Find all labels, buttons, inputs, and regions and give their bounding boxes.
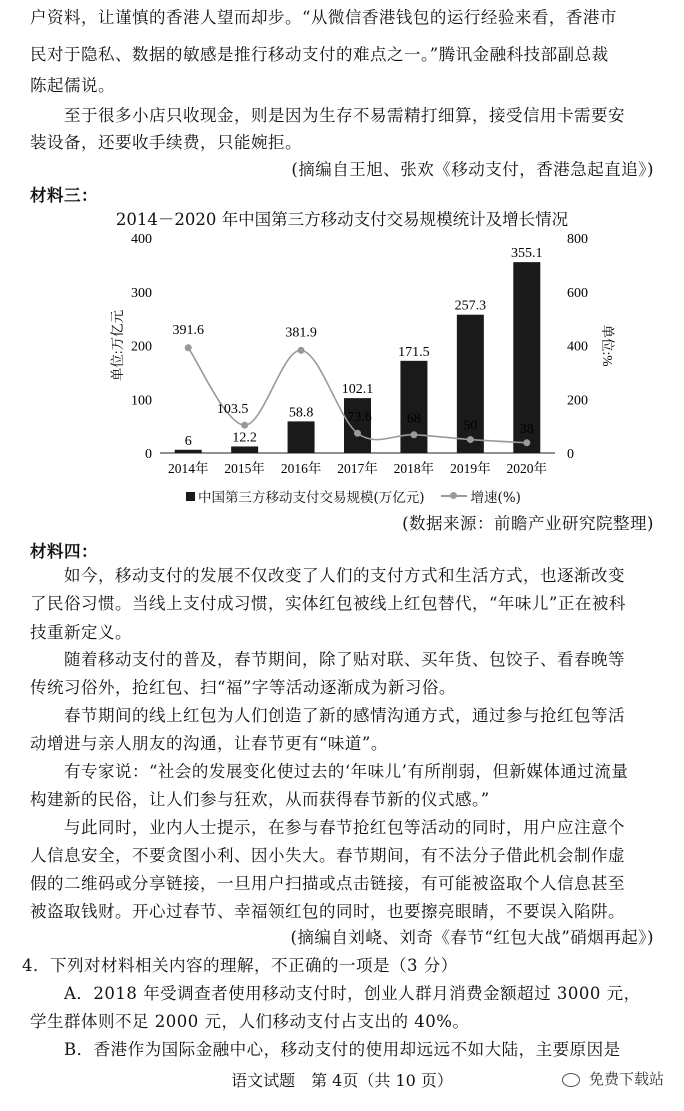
paragraph-line: 户资料，让谨慎的香港人望而却步。“从微信香港钱包的运行经验来看，香港市 xyxy=(30,8,617,27)
option-b: B．香港作为国际金融中心，移动支付的使用却远远不如大陆，主要原因是 xyxy=(64,1040,621,1059)
data-source: (数据来源：前瞻产业研究院整理) xyxy=(402,514,654,533)
y-tick-right: 800 xyxy=(567,232,588,247)
legend-bar-swatch xyxy=(186,492,195,501)
y-tick-right: 400 xyxy=(567,339,588,355)
paragraph-line: 假的二维码或分享链接，一旦用户扫描或点击链接，有可能被盗取个人信息甚至 xyxy=(30,874,625,893)
x-tick-label: 2019年 xyxy=(450,461,491,476)
option-a: A．2018 年受调查者使用移动支付时，创业人群月消费金额超过 3000 元， xyxy=(64,984,641,1003)
y-tick-right: 0 xyxy=(567,447,574,462)
bar xyxy=(288,421,315,453)
bar-label: 12.2 xyxy=(232,430,257,446)
growth-label: 381.9 xyxy=(285,325,317,341)
paragraph-line: 构建新的民俗，让人们参与狂欢，从而获得春节新的仪式感。” xyxy=(30,790,490,809)
paragraph-line: 动增进与亲人朋友的沟通，让春节更有“味道”。 xyxy=(30,734,388,753)
paragraph-line: 春节期间的线上红包为人们创造了新的感情沟通方式，通过参与抢红包等活 xyxy=(64,706,625,725)
legend-line-label: 增速(%) xyxy=(470,490,521,506)
growth-point xyxy=(523,439,530,446)
growth-label: 73.6 xyxy=(347,410,372,426)
source-citation: (摘编自王旭、张欢《移动支付，香港急起直追》) xyxy=(291,160,654,179)
growth-point xyxy=(467,436,474,443)
option-a-continued: 学生群体则不足 2000 元，人们移动支付占支出的 40%。 xyxy=(30,1012,470,1031)
paragraph-line: 与此同时，业内人士提示，在参与春节抢红包等活动的同时，用户应注意个 xyxy=(64,818,625,837)
chart-legend xyxy=(186,486,521,506)
paragraph-line: 技重新定义。 xyxy=(30,623,132,642)
growth-point xyxy=(241,422,248,429)
paragraph-line: 装设备，还要收手续费，只能婉拒。 xyxy=(30,133,302,152)
growth-label: 68 xyxy=(406,411,421,427)
y-tick-left: 200 xyxy=(131,339,152,355)
x-tick-label: 2018年 xyxy=(393,461,435,476)
growth-point xyxy=(298,347,305,354)
x-tick-label: 2016年 xyxy=(280,461,322,476)
bar-label: 355.1 xyxy=(511,246,543,262)
x-tick-label: 2017年 xyxy=(337,461,378,476)
bar-label: 257.3 xyxy=(454,298,487,314)
paragraph-line: 人信息安全，不要贪图小利、因小失大。春节期间，有不法分子借此机会制作虚 xyxy=(30,846,625,865)
bar-label: 171.5 xyxy=(398,344,430,360)
legend-line-swatch xyxy=(441,495,467,497)
page-footer: 语文试题 第 4页（共 10 页） xyxy=(231,1071,453,1090)
x-tick-label: 2020年 xyxy=(506,461,548,476)
source-citation: (摘编自刘峣、刘奇《春节“红包大战”硝烟再起》) xyxy=(290,928,654,947)
paragraph-line: 陈起儒说。 xyxy=(30,76,115,95)
growth-label: 50 xyxy=(463,418,478,434)
y-tick-left: 0 xyxy=(145,447,152,462)
x-tick-label: 2015年 xyxy=(224,461,265,476)
x-tick-label: 2014年 xyxy=(167,461,209,476)
question-stem: 4．下列对材料相关内容的理解，不正确的一项是（3 分） xyxy=(22,956,458,975)
bar xyxy=(175,450,202,453)
y-axis-label-right: 单位:% xyxy=(600,324,615,367)
growth-label: 103.5 xyxy=(216,402,249,418)
watermark-text: 免费下载站 xyxy=(588,1070,664,1088)
paragraph-line: 被盗取钱财。开心过春节、幸福领红包的同时，也要擦亮眼睛，不要误入陷阱。 xyxy=(30,902,625,921)
chart-title: 2014－2020 年中国第三方移动支付交易规模统计及增长情况 xyxy=(115,210,569,229)
paragraph-line: 有专家说：“社会的发展变化使过去的‘年味儿’有所削弱，但新媒体通过流量 xyxy=(64,762,629,781)
paragraph-line: 如今，移动支付的发展不仅改变了人们的支付方式和生活方式，也逐渐改变 xyxy=(64,566,625,585)
bar-label: 58.8 xyxy=(288,405,314,421)
paragraph-line: 至于很多小店只收现金，则是因为生存不易需精打细算，接受信用卡需要安 xyxy=(64,106,625,125)
bar-line-chart xyxy=(0,228,684,518)
growth-label: 38 xyxy=(519,421,534,437)
watermark xyxy=(562,1068,664,1089)
y-tick-left: 300 xyxy=(131,285,152,301)
y-tick-right: 200 xyxy=(567,393,588,409)
wechat-icon xyxy=(562,1073,580,1087)
legend-bar-label: 中国第三方移动支付交易规模(万亿元) xyxy=(198,490,425,506)
material-four-heading: 材料四： xyxy=(30,542,98,561)
material-three-heading: 材料三： xyxy=(30,186,98,205)
bar-label: 6 xyxy=(184,433,192,449)
growth-point xyxy=(354,430,361,437)
bar xyxy=(400,361,427,453)
paragraph-line: 了民俗习惯。当线上支付成习惯，实体红包被线上红包替代，“年味儿”正在被科 xyxy=(30,594,626,613)
bar xyxy=(344,398,371,453)
paragraph-line: 传统习俗外，抢红包、扫“福”字等活动逐渐成为新习俗。 xyxy=(30,678,456,697)
growth-point xyxy=(185,344,192,351)
paragraph-line: 随着移动支付的普及，春节期间，除了贴对联、买年货、包饺子、看春晚等 xyxy=(64,650,625,669)
y-axis-label-left: 单位:万亿元 xyxy=(110,309,125,382)
bar-label: 102.1 xyxy=(341,382,374,398)
growth-point xyxy=(410,431,417,438)
y-tick-left: 100 xyxy=(131,393,152,409)
bar xyxy=(231,446,258,453)
paragraph-line: 民对于隐私、数据的敏感是推行移动支付的难点之一。”腾讯金融科技部副总裁 xyxy=(30,45,609,64)
y-tick-left: 400 xyxy=(131,232,152,247)
growth-label: 391.6 xyxy=(172,322,204,338)
y-tick-right: 600 xyxy=(567,285,588,301)
